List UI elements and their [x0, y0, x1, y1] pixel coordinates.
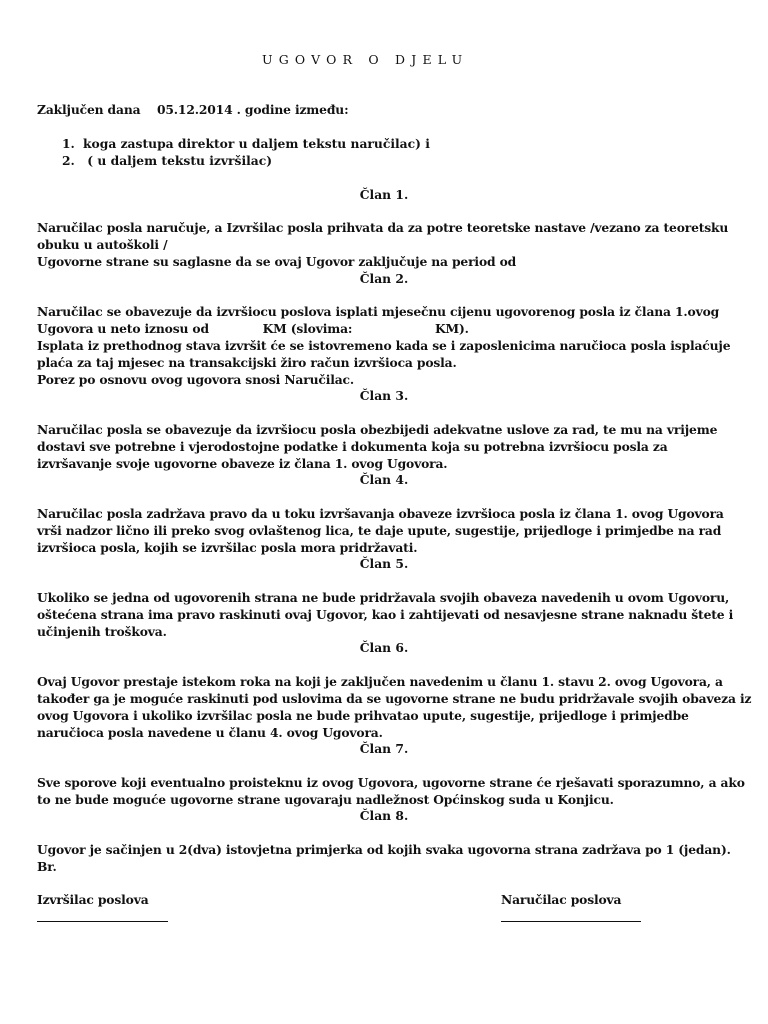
article-heading-8: Član 8.: [359, 808, 409, 823]
signature-line-contractor: [37, 921, 168, 922]
party-item-1: [62, 135, 430, 152]
article-4-line-1: Naručilac posla zadržava pravo da u toku izvršavanja obaveze izvršioca posla iz člana 1. ovog Ugovora: [37, 506, 724, 521]
article-7-line-2: to ne bude moguće ugovorne strane ugovaraju nadležnost Općinskog suda u Konjicu.: [37, 792, 614, 807]
article-2-line-5: Porez po osnovu ovog ugovora snosi Naručilac.: [37, 372, 355, 387]
intro-date: 05.12.2014: [156, 102, 233, 117]
article-2-line-1: Naručilac se obavezuje da izvršiocu poslova isplati mjesečnu cijenu ugovorenog posla iz člana 1.ovog: [37, 304, 720, 319]
article-1-line-3: Ugovorne strane su saglasne da se ovaj Ugovor zaključuje na period od: [37, 254, 517, 269]
signature-line-client: [501, 921, 641, 922]
party-number: 2.: [62, 153, 75, 168]
article-3-line-2: dostavi sve potrebne i vjerodostojne podatke i dokumenta koja su potrebna izvršiocu posla za: [37, 439, 668, 454]
article-4-line-3: izvršioca posla, kojih se izvršilac posla mora pridržavati.: [37, 540, 418, 555]
article-3-line-1: Naručilac posla se obavezuje da izvršiocu posla obezbijedi adekvatne uslove za rad, te mu na vrijeme: [37, 422, 718, 437]
article-5-line-3: učinjenih troškova.: [37, 624, 167, 639]
signature-label-client: Naručilac poslova: [501, 892, 622, 907]
article-8-line-2: Br.: [37, 859, 57, 874]
party-number: 1.: [62, 136, 75, 151]
article-3-line-3: izvršavanje svoje ugovorne obaveze iz člana 1. ovog Ugovora.: [37, 456, 448, 471]
article-5-line-1: Ukoliko se jedna od ugovorenih strana ne bude pridržavala svojih obaveza navedenih u ovom Ugovoru,: [37, 590, 730, 605]
article-6-line-1: Ovaj Ugovor prestaje istekom roka na koji je zaključen navedenim u članu 1. stavu 2. ovog Ugovora, a: [37, 674, 723, 689]
article-heading-2: Član 2.: [359, 271, 409, 286]
article-heading-5: Član 5.: [359, 556, 409, 571]
article-2-line-2: Ugovora u neto iznosu od KM (slovima: KM).: [37, 321, 469, 336]
article-6-line-2: također ga je moguće raskinuti pod uslovima da se ugovorne strane ne budu pridržavale svojih obaveza iz: [37, 691, 752, 706]
article-2-line-4: plaća za taj mjesec na transakcijski žiro račun izvršioca posla.: [37, 355, 457, 370]
document-title: UGOVOR O DJELU: [262, 52, 469, 67]
article-8-line-1: Ugovor je sačinjen u 2(dva) istovjetna primjerka od kojih svaka ugovorna strana zadržava po 1 (jedan).: [37, 842, 731, 857]
intro-line: [37, 101, 734, 118]
intro-rest: . godine između:: [236, 102, 349, 117]
party-text: koga zastupa direktor u daljem tekstu naručilac) i: [83, 136, 430, 151]
article-2-line-3: Isplata iz prethodnog stava izvršit će se istovremeno kada se i zaposlenicima naručioca posla isplaćuje: [37, 338, 731, 353]
article-heading-7: Član 7.: [359, 741, 409, 756]
signature-label-contractor: Izvršilac poslova: [37, 892, 149, 907]
party-text: ( u daljem tekstu izvršilac): [83, 153, 273, 168]
article-5-line-2: oštećena strana ima pravo raskinuti ovaj Ugovor, kao i zahtijevati od nesavjesne strane naknadu štete i: [37, 607, 734, 622]
party-item-2: [62, 152, 272, 169]
article-1-line-2: obuku u autoškoli /: [37, 237, 168, 252]
article-7-line-1: Sve sporove koji eventualno proisteknu iz ovog Ugovora, ugovorne strane će rješavati sporazumno, a ako: [37, 775, 745, 790]
article-6-line-3: ovog Ugovora i ukoliko izvršilac posla ne bude prihvatao upute, sugestije, prijedloge i primjedbe: [37, 708, 689, 723]
article-heading-6: Član 6.: [359, 640, 409, 655]
article-6-line-4: naručioca posla navedene u članu 4. ovog Ugovora.: [37, 725, 383, 740]
article-heading-1: Član 1.: [359, 187, 409, 202]
article-4-line-2: vrši nadzor lično ili preko svog ovlaštenog lica, te daje upute, sugestije, prijedloge i primjedbe na rad: [37, 523, 722, 538]
article-heading-3: Član 3.: [359, 388, 409, 403]
intro-label: Zaključen dana: [37, 102, 141, 117]
article-1-line-1: Naručilac posla naručuje, a Izvršilac posla prihvata da za potre teoretske nastave /vezano za teoretsku: [37, 220, 729, 235]
article-heading-4: Član 4.: [359, 472, 409, 487]
